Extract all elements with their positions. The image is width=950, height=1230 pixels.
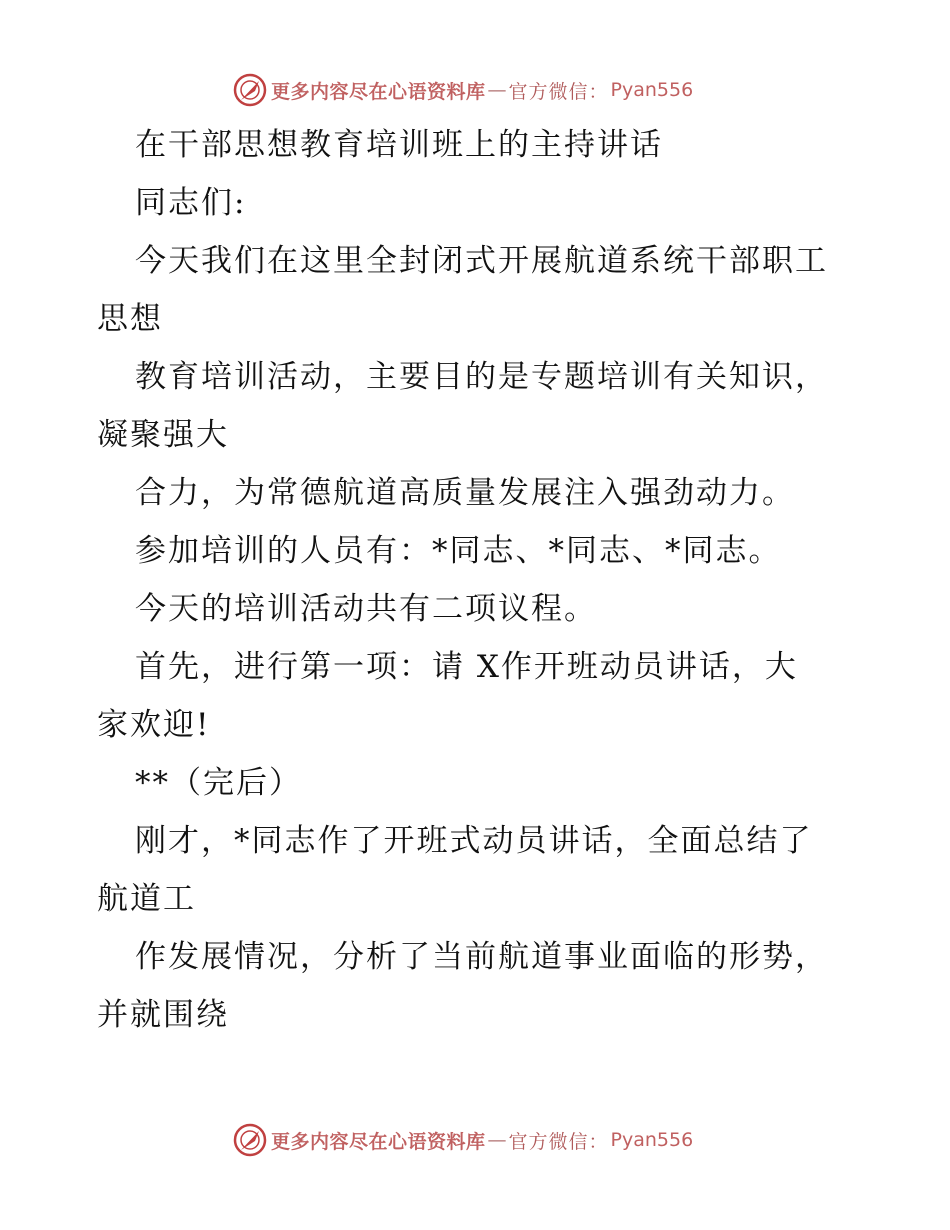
watermark-sub-text: 官方微信： [508,80,609,103]
watermark-main-text: 更多内容尽在心语资料库 [271,80,486,103]
salutation: 同志们: [135,185,247,221]
watermark-dash: — [487,79,507,101]
paragraph-line: 作发展情况，分析了当前航道事业面临的形势， [135,939,828,975]
paragraph-line: 思想 [97,301,163,337]
header-watermark [233,72,693,108]
paragraph-line: 家欢迎! [97,707,211,743]
watermark-wechat-id: Pyan556 [610,79,694,101]
paragraph-line: 教育培训活动，主要目的是专题培训有关知识， [135,359,828,395]
quill-logo-icon [233,1123,267,1157]
paragraph-line: 今天我们在这里全封闭式开展航道系统干部职工 [135,243,828,279]
paragraph-line: 凝聚强大 [97,417,229,453]
paragraph-line: 并就围绕 [97,997,229,1033]
footer-watermark [233,1122,693,1158]
paragraph-line: 刚才，*同志作了开班式动员讲话，全面总结了 [135,823,813,859]
watermark-wechat-id: Pyan556 [610,1129,694,1151]
paragraph-line: 首先，进行第一项：请 X作开班动员讲话，大 [135,649,798,685]
document-title: 在干部思想教育培训班上的主持讲话 [135,127,663,163]
paragraph-line: 合力，为常德航道高质量发展注入强劲动力。 [135,475,795,511]
watermark-main-text: 更多内容尽在心语资料库 [271,1130,486,1153]
paragraph-line: 航道工 [97,881,196,917]
paragraph-line: 参加培训的人员有：*同志、*同志、*同志。 [135,533,782,569]
watermark-dash: — [487,1129,507,1151]
watermark-sub-text: 官方微信： [508,1130,609,1153]
paragraph-line: 今天的培训活动共有二项议程。 [135,591,597,627]
paragraph-line: **（完后） [135,765,302,801]
quill-logo-icon [233,73,267,107]
document-body [97,116,857,1044]
